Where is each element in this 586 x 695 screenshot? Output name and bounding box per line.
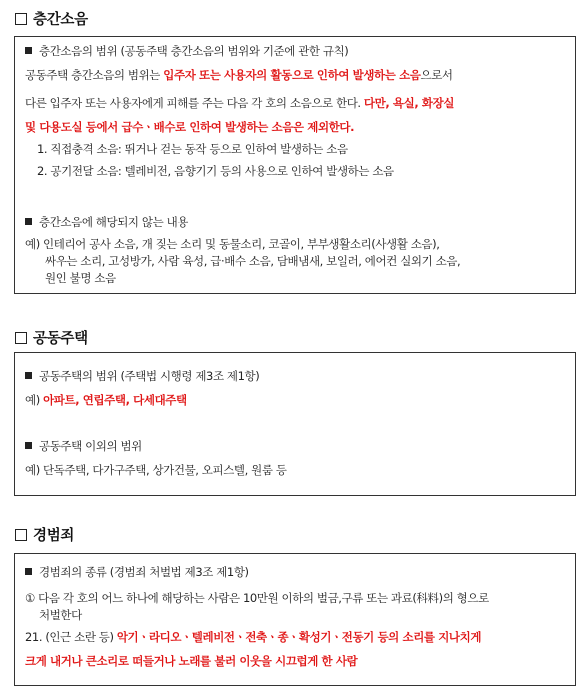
bullet-square-icon	[25, 372, 32, 379]
text: 21. (인근 소란 등)	[25, 630, 117, 644]
noise-scope-heading	[25, 43, 567, 59]
noise-panel	[14, 36, 576, 294]
housing-example	[25, 392, 567, 408]
noise-definition-line-3: 및 다용도실 등에서 급수ㆍ배수로 인하여 발생하는 소음은 제외한다.	[25, 120, 355, 134]
housing-other-heading	[25, 438, 567, 454]
checkbox-square-icon	[15, 13, 27, 25]
section-title-housing	[15, 327, 88, 348]
checkbox-square-icon	[15, 529, 27, 541]
heading-text: 층간소음의 범위 (공동주택 층간소음의 범위와 기준에 관한 규칙)	[39, 44, 349, 58]
noise-exclusion-line-2: 싸우는 소리, 고성방가, 사람 육성, 급·배수 소음, 담배냄새, 보일러, 에어컨 실외기 소음,	[45, 254, 461, 268]
text: 으로서	[420, 68, 453, 82]
heading-text: 공동주택 이외의 범위	[39, 439, 142, 453]
noise-item-1: 1. 직접충격 소음: 뛰거나 걷는 동작 등으로 인하여 발생하는 소음	[37, 142, 348, 156]
heading-text: 층간소음에 해당되지 않는 내용	[39, 215, 188, 229]
offense-type-heading	[25, 564, 567, 580]
bullet-square-icon	[25, 568, 32, 575]
offense-item-21-line-1	[25, 629, 567, 645]
bullet-square-icon	[25, 442, 32, 449]
noise-exclusion-line-1: 예) 인테리어 공사 소음, 개 짖는 소리 및 동물소리, 코골이, 부부생활소리(사생활 소음),	[25, 237, 440, 251]
highlight-text: 아파트, 연립주택, 다세대주택	[43, 393, 187, 407]
noise-exclusion-line-3: 원인 불명 소음	[45, 271, 116, 285]
section-title-noise	[15, 8, 88, 29]
noise-item-2: 2. 공기전달 소음: 텔레비전, 음향기기 등의 사용으로 인하여 발생하는 소음	[37, 164, 394, 178]
offense-panel	[14, 553, 576, 686]
section-title-text: 공동주택	[33, 331, 88, 347]
noise-definition-line-1	[25, 67, 567, 83]
offense-item-21-line-2: 크게 내거나 큰소리로 떠들거나 노래를 불러 이웃을 시끄럽게 한 사람	[25, 654, 358, 668]
text: 다른 입주자 또는 사용자에게 피해를 주는 다음 각 호의 소음으로 한다.	[25, 96, 364, 110]
heading-text: 경범죄의 종류 (경범죄 처벌법 제3조 제1항)	[39, 565, 249, 579]
bullet-square-icon	[25, 47, 32, 54]
section-title-text: 경범죄	[33, 528, 75, 544]
section-title-text: 층간소음	[33, 12, 88, 28]
offense-clause-line-2: 처벌한다	[39, 608, 82, 622]
highlight-text: 악기ㆍ라디오ㆍ텔레비전ㆍ전축ㆍ종ㆍ확성기ㆍ전동기 등의 소리를 지나치게	[116, 630, 482, 644]
section-title-offense	[15, 524, 74, 545]
highlight-text: 입주자 또는 사용자의 활동으로 인하여 발생하는 소음	[163, 68, 421, 82]
noise-definition-line-2	[25, 95, 567, 111]
housing-scope-heading	[25, 368, 567, 384]
housing-panel	[14, 352, 576, 496]
bullet-square-icon	[25, 218, 32, 225]
housing-other-example: 예) 단독주택, 다가구주택, 상가건물, 오피스텔, 원룸 등	[25, 463, 287, 477]
highlight-text: 다만, 욕실, 화장실	[363, 96, 455, 110]
offense-clause-line-1: ① 다음 각 호의 어느 하나에 해당하는 사람은 10만원 이하의 벌금,구류 또는 과료(科料)의 형으로	[25, 591, 489, 605]
text: 예)	[25, 393, 44, 407]
text: 공동주택 층간소음의 범위는	[25, 68, 164, 82]
heading-text: 공동주택의 범위 (주택법 시행령 제3조 제1항)	[39, 369, 260, 383]
checkbox-square-icon	[15, 332, 27, 344]
noise-exclusion-heading	[25, 214, 567, 230]
